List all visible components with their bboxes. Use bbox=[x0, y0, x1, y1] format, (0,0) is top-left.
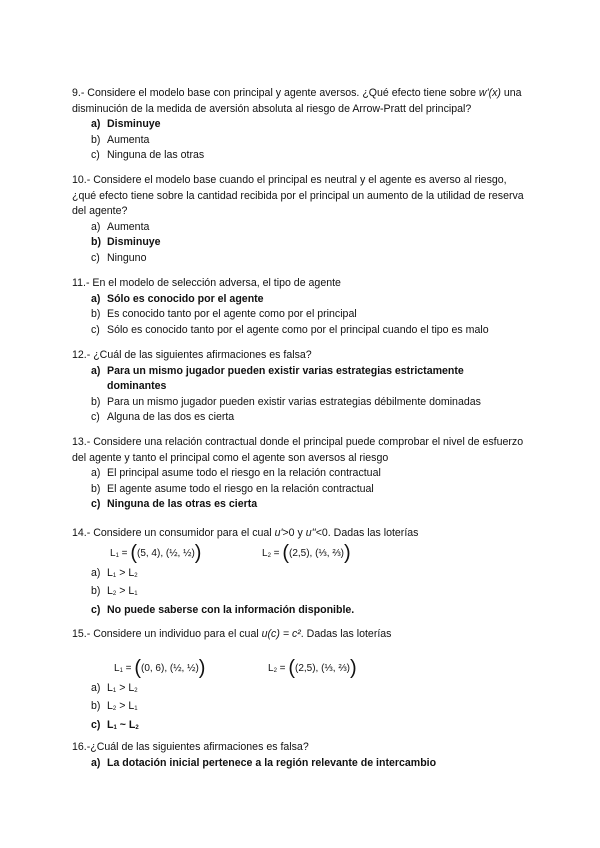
question-10-option-b: b) Disminuye bbox=[91, 236, 161, 249]
question-12 bbox=[72, 348, 532, 426]
question-14-option-b: b) $L_2 > L_1$ bbox=[91, 585, 138, 598]
question-15-lottery-2: $L_2 = ((2,5)$, (⅓, ⅔)) bbox=[268, 656, 357, 679]
question-14-lottery-1: $L_1 = ((5$, 4), (½, ½)) bbox=[110, 541, 202, 564]
question-12-option-a: a) Para un mismo jugador pueden existir varias estrategias estrictamente dominantes bbox=[91, 364, 464, 393]
question-9-option-a: a) Disminuye bbox=[91, 118, 161, 131]
question-10-option-c: c) Ninguno bbox=[91, 251, 147, 264]
question-13 bbox=[72, 435, 532, 513]
question-15-option-b: b) $L_2 > L_1$ bbox=[91, 700, 138, 713]
question-13-stem: 13.- Considere una relación contractual donde el principal puede comprobar el nivel de esfuerzo del agente y tanto el principal como el agente son aversos al riesgo bbox=[72, 436, 524, 464]
question-14-option-c: c) No puede saberse con la información disponible. bbox=[91, 603, 355, 616]
question-15-lottery-1: $L_1 = ((0$, 6), (½, ½)) bbox=[114, 656, 206, 679]
question-15-option-c: c) $L_1$ ~ $L_2$ bbox=[91, 718, 139, 731]
question-11-stem: 11.- En el modelo de selección adversa, el tipo de agente bbox=[72, 277, 341, 289]
question-13-option-c: c) Ninguna de las otras es cierta bbox=[91, 498, 258, 511]
question-14-lottery-2: $L_2 = ((2,5)$, (⅓, ⅔)) bbox=[262, 541, 351, 564]
question-12-stem: 12.- ¿Cuál de las siguientes afirmaciones es falsa? bbox=[72, 349, 312, 361]
question-14-option-a: a) $L_1 > L_2$ bbox=[91, 566, 138, 579]
question-14-stem: 14.- Considere un consumidor para el cual u'>0 y u''<0. Dadas las loterías bbox=[72, 527, 419, 539]
question-15 bbox=[72, 627, 532, 736]
question-14 bbox=[72, 526, 532, 618]
question-15-lotteries bbox=[72, 657, 532, 681]
question-10-option-a: a) Aumenta bbox=[91, 220, 150, 233]
question-9 bbox=[72, 86, 532, 164]
question-9-stem: 9.- Considere el modelo base con principal y agente aversos. ¿Qué efecto tiene sobre w'(x) una disminución de la medida de aversión absoluta al riesgo de Arrow-Pratt del principal? bbox=[72, 87, 522, 115]
question-9-option-c: c) Ninguna de las otras bbox=[91, 149, 205, 162]
question-13-option-a: a) El principal asume todo el riesgo en la relación contractual bbox=[91, 467, 381, 480]
question-11-option-a: a) Sólo es conocido por el agente bbox=[91, 292, 264, 305]
question-14-lotteries bbox=[72, 542, 532, 566]
question-12-option-c: c) Alguna de las dos es cierta bbox=[91, 411, 235, 424]
question-16-option-a: a) La dotación inicial pertenece a la región relevante de intercambio bbox=[91, 756, 437, 769]
question-11-option-b: b) Es conocido tanto por el agente como por el principal bbox=[91, 308, 357, 321]
question-9-option-b: b) Aumenta bbox=[91, 133, 150, 146]
question-10-stem: 10.- Considere el modelo base cuando el principal es neutral y el agente es averso al riesgo, ¿qué efecto tiene sobre la cantidad recibida por el principal un aumento de la utilidad de reserva del agente? bbox=[72, 174, 524, 218]
question-16-stem: 16.-¿Cuál de las siguientes afirmaciones es falsa? bbox=[72, 741, 309, 753]
question-15-stem: 15.- Considere un individuo para el cual u(c) = c². Dadas las loterías bbox=[72, 628, 392, 640]
question-13-option-b: b) El agente asume todo el riesgo en la relación contractual bbox=[91, 482, 374, 495]
question-15-option-a: a) $L_1 > L_2$ bbox=[91, 681, 138, 694]
question-16 bbox=[72, 740, 532, 771]
question-12-option-b: b) Para un mismo jugador pueden existir varias estrategias débilmente dominadas bbox=[91, 395, 481, 408]
question-11 bbox=[72, 276, 532, 338]
question-10 bbox=[72, 173, 532, 267]
question-11-option-c: c) Sólo es conocido tanto por el agente como por el principal cuando el tipo es malo bbox=[91, 323, 489, 336]
